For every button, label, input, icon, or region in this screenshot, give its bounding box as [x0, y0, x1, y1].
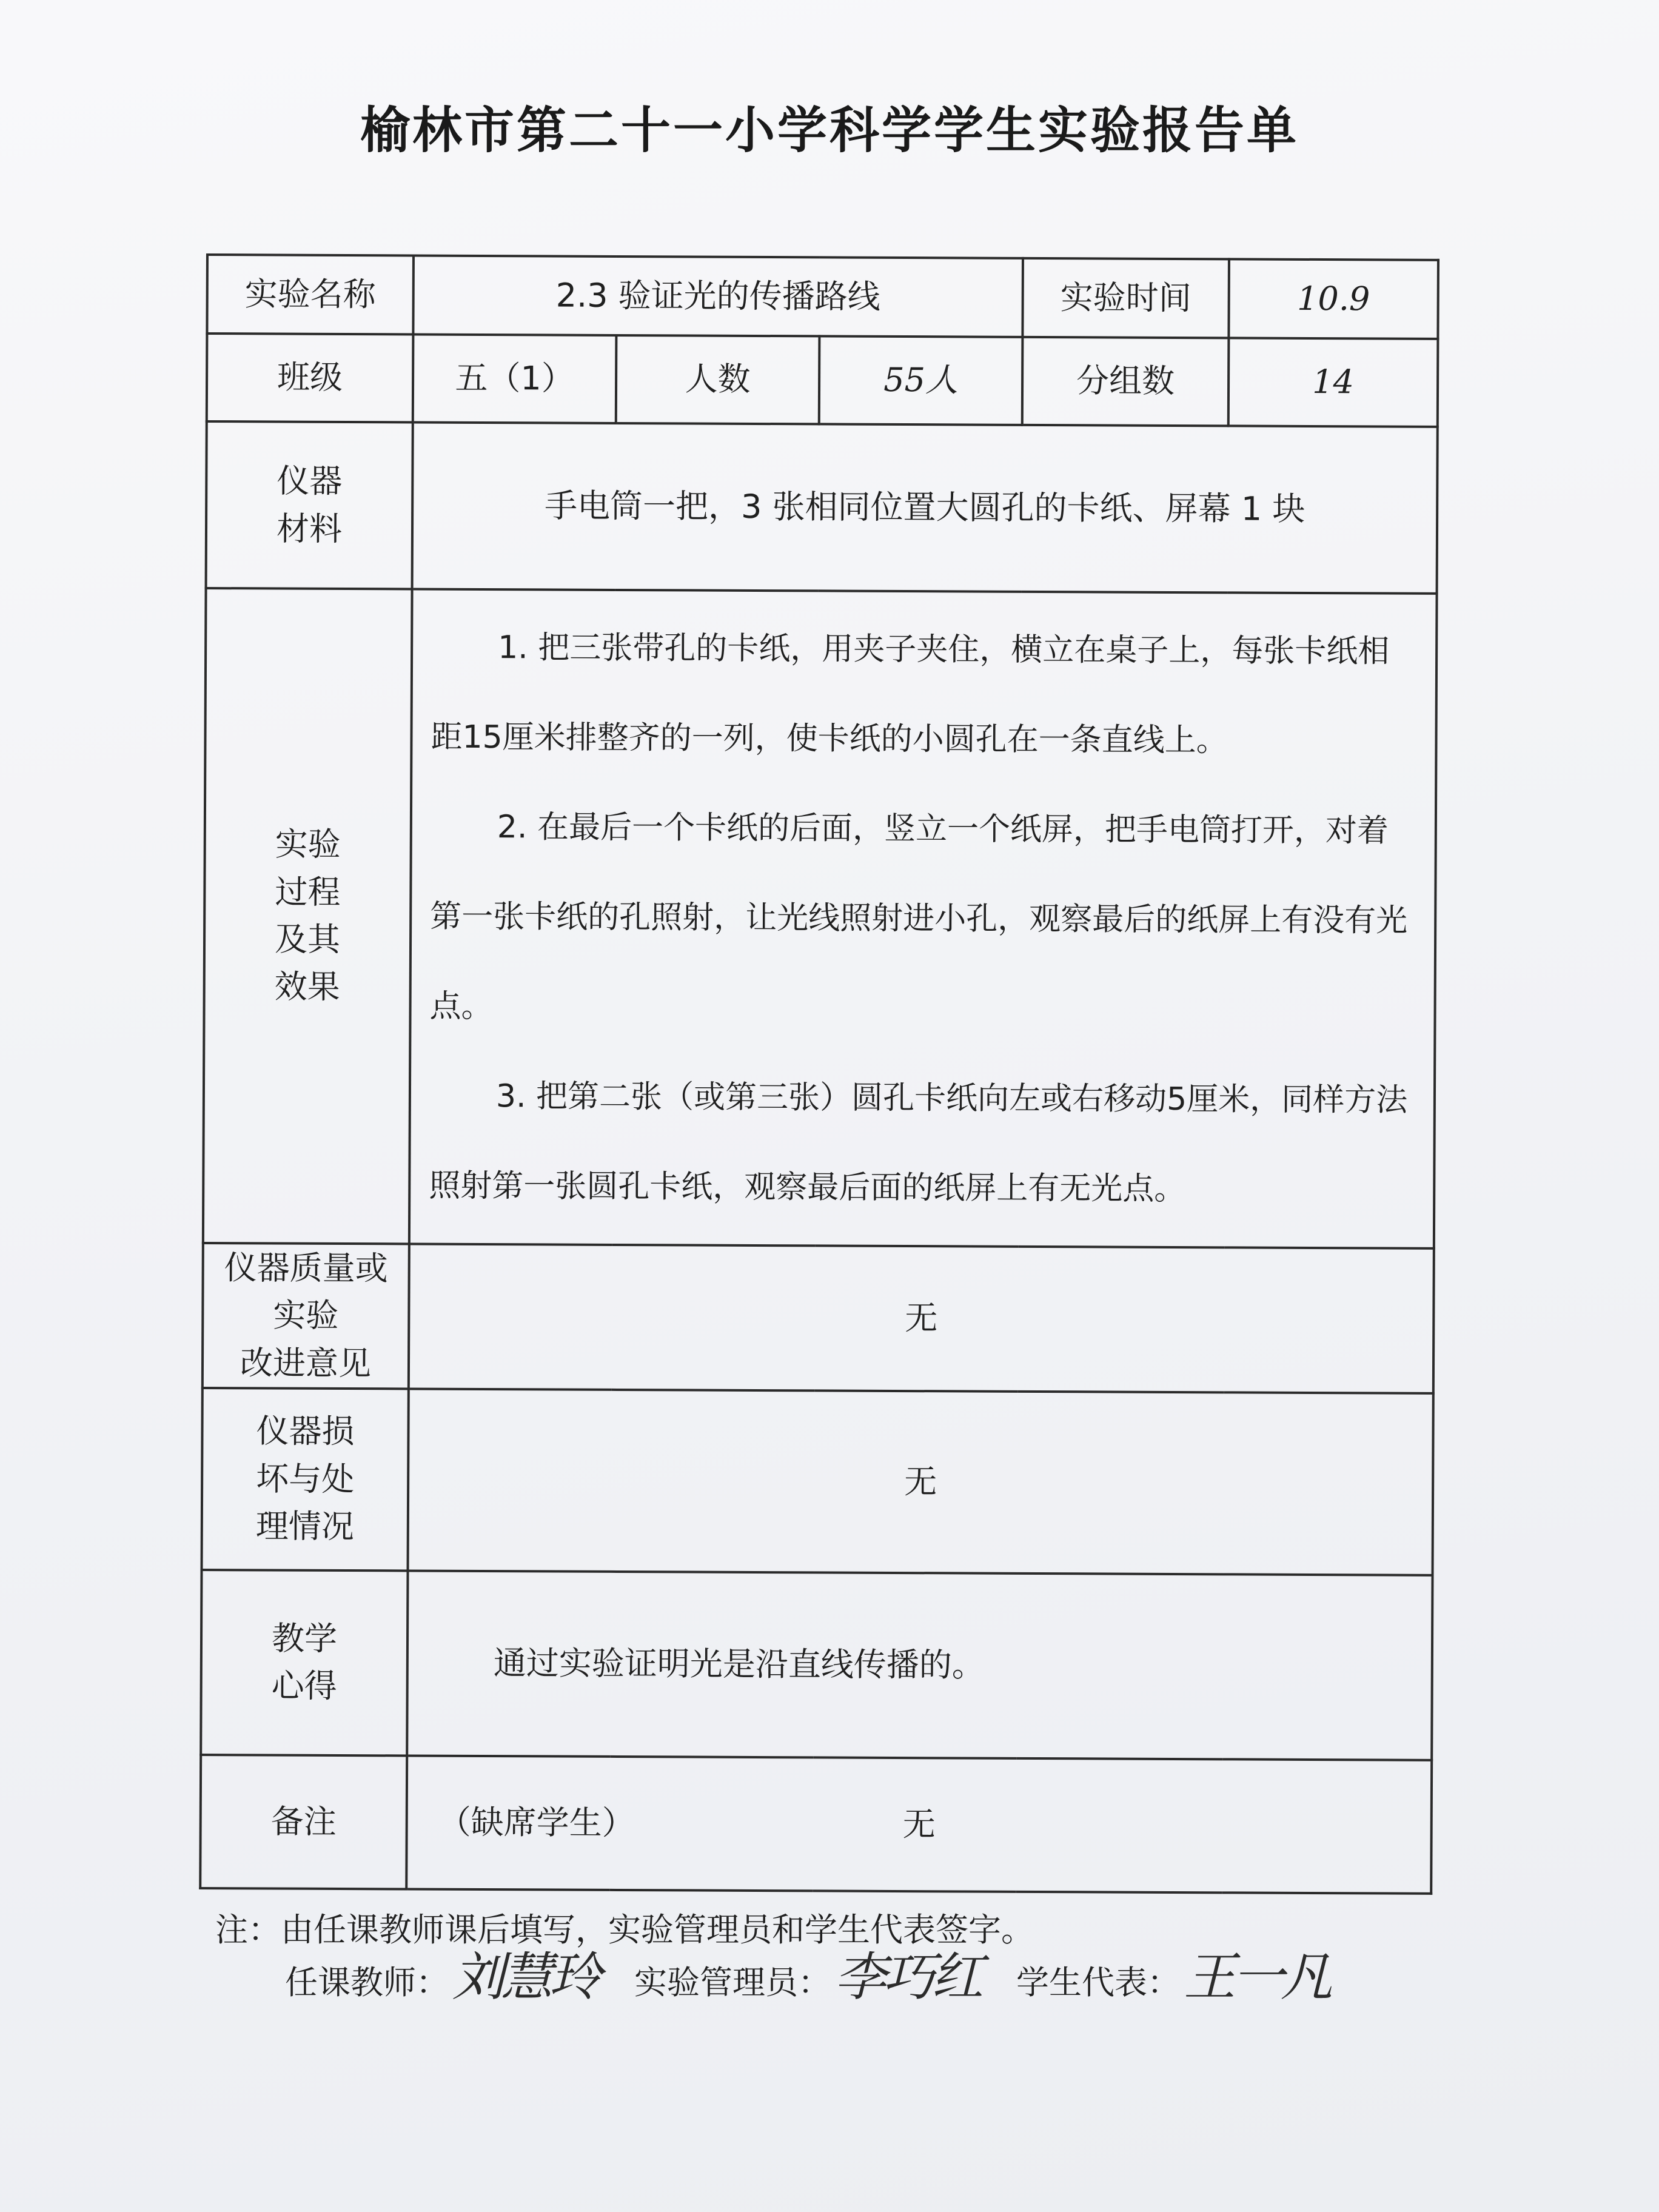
row-remarks	[200, 1755, 1432, 1894]
report-table	[199, 253, 1439, 1895]
experiment-time-value: 10.9	[1228, 259, 1438, 339]
process-step-1: 1. 把三张带孔的卡纸，用夹子夹住，横立在桌子上，每张卡纸相距15厘米排整齐的一列，使卡纸的小圆孔在一条直线上。	[431, 629, 1390, 759]
admin-label: 实验管理员：	[634, 1963, 831, 2002]
class-value: 五（1）	[413, 334, 617, 423]
process-content	[409, 589, 1437, 1248]
materials-label: 仪器 材料	[206, 421, 413, 589]
damage-value: 无	[408, 1389, 1433, 1575]
experiment-name-value: 2.3 验证光的传播路线	[413, 255, 1023, 337]
row-experiment-name	[207, 255, 1438, 339]
student-rep-label: 学生代表：	[1016, 1963, 1180, 2002]
process-step-3: 3. 把第二张（或第三张）圆孔卡纸向左或右移动5厘米，同样方法照射第一张圆孔卡纸，观察最后面的纸屏上有无光点。	[429, 1078, 1408, 1208]
student-rep-signature: 王一凡	[1184, 1947, 1329, 2008]
process-label: 实验 过程 及其 效果	[203, 588, 412, 1244]
improvement-value: 无	[409, 1244, 1434, 1393]
group-count-value: 14	[1228, 338, 1438, 427]
improvement-label: 仪器质量或 实验 改进意见	[203, 1243, 409, 1389]
admin-signature: 李巧红	[834, 1947, 980, 2008]
footer-note: 注：由任课教师课后填写，实验管理员和学生代表签字。	[215, 1911, 1034, 1949]
teaching-label: 教学 心得	[201, 1570, 407, 1755]
materials-value: 手电筒一把，3 张相同位置大圆孔的卡纸、屏幕 1 块	[412, 422, 1438, 593]
experiment-name-label: 实验名称	[207, 255, 414, 334]
student-count-label: 人数	[616, 335, 820, 424]
class-label: 班级	[207, 333, 414, 422]
row-materials	[206, 421, 1438, 594]
process-step-2: 2. 在最后一个卡纸的后面，竖立一个纸屏，把手电筒打开，对着第一张卡纸的孔照射，让光线照射进小孔，观察最后的纸屏上有没有光点。	[429, 809, 1408, 1025]
teacher-label: 任课教师：	[285, 1963, 449, 2002]
damage-label: 仪器损 坏与处 理情况	[202, 1388, 409, 1570]
remarks-value: 无	[902, 1805, 936, 1844]
student-count-value: 55人	[819, 336, 1023, 424]
report-title: 榆林市第二十一小学科学学生实验报告单	[360, 102, 1299, 159]
remarks-content	[406, 1755, 1432, 1893]
row-damage	[202, 1388, 1433, 1575]
experiment-time-label: 实验时间	[1022, 258, 1229, 338]
row-process	[203, 588, 1437, 1248]
group-count-label: 分组数	[1022, 337, 1229, 426]
teacher-signature: 刘慧玲	[452, 1947, 598, 2008]
teaching-value: 通过实验证明光是沿直线传播的。	[407, 1570, 1432, 1760]
remarks-label: 备注	[200, 1755, 407, 1889]
absent-students-label: （缺席学生）	[438, 1803, 635, 1842]
signature-row	[285, 1947, 1366, 2008]
row-improvement	[203, 1243, 1434, 1393]
row-teaching	[201, 1570, 1432, 1760]
row-class	[207, 333, 1438, 427]
